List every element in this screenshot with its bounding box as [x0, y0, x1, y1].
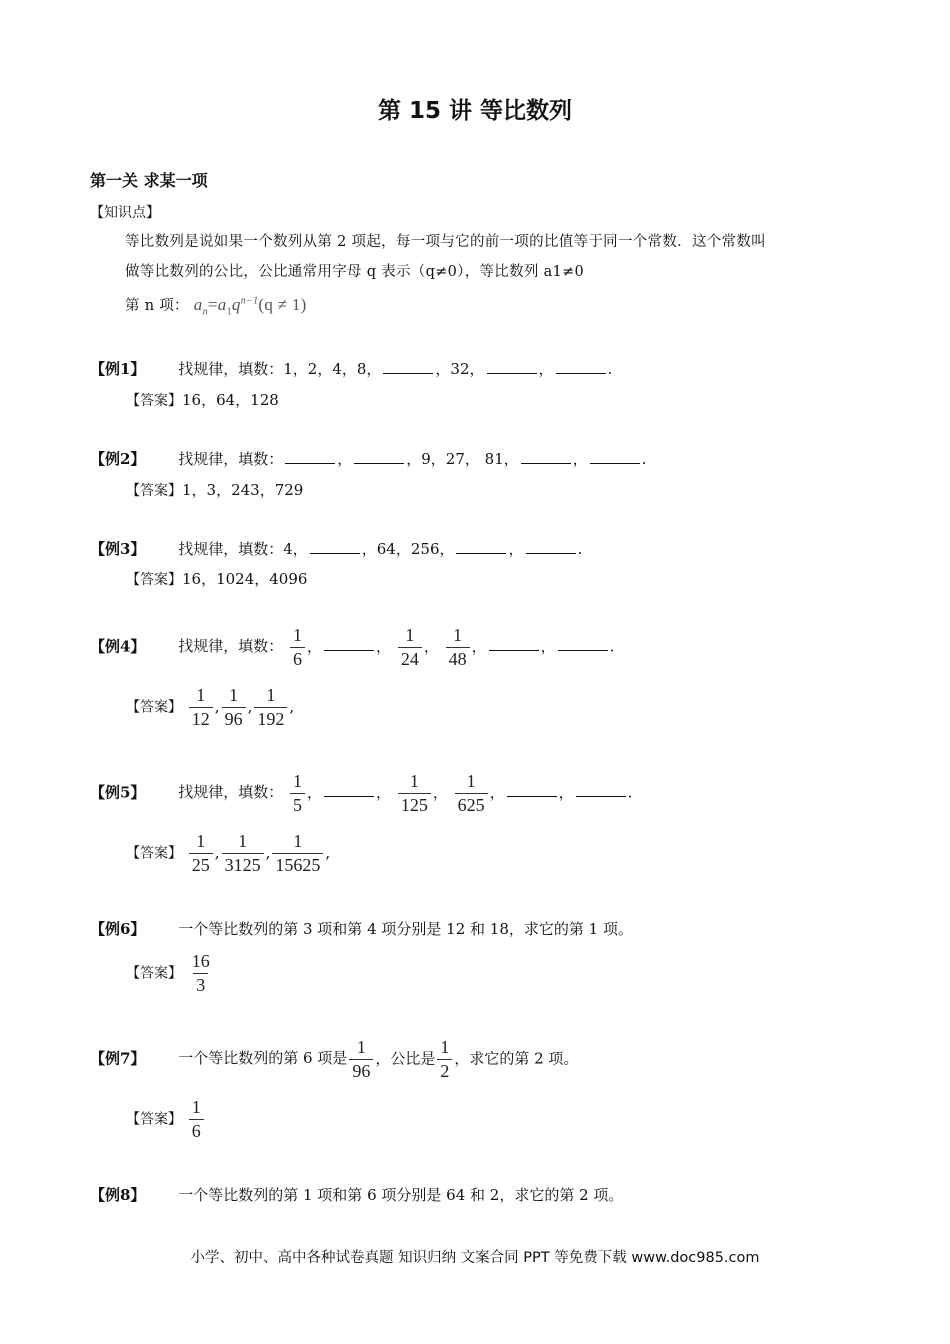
answer-blank [507, 784, 557, 797]
knowledge-line-2: 做等比数列的公比，公比通常用字母 q 表示（q≠0），等比数列 a1≠0 [125, 264, 585, 280]
answer-blank [383, 361, 433, 374]
example-prompt: 找规律，填数： [178, 783, 284, 802]
answer-tag: 【答案】 [126, 699, 182, 716]
answer-blank [310, 541, 360, 554]
answer-value: 1，3，243，729 [182, 481, 304, 499]
answer-4: 【答案】 $\frac{1}{12}$ , $\frac{1}{96}$ , $\frac{1}{192}$ , [126, 685, 295, 729]
answer-tag: 【答案】 [126, 845, 182, 862]
example-label: 【例1】 [90, 360, 146, 378]
answer-value: 16，64，128 [182, 391, 279, 409]
example-label: 【例5】 [90, 783, 146, 802]
example-8 [90, 1184, 623, 1205]
example-prompt: 找规律，填数：4， [178, 540, 308, 558]
fraction: $\frac{1}{24}$ [398, 626, 422, 669]
example-2 [90, 448, 647, 469]
answer-5: 【答案】 $\frac{1}{25}$ , $\frac{1}{3125}$ , $\frac{1}{15625}$ , [126, 831, 331, 875]
example-text: ，32， [435, 360, 485, 378]
answer-tag: 【答案】 [126, 1111, 182, 1128]
fraction: $\frac{1}{96}$ [349, 1038, 373, 1081]
page-footer: 小学、初中、高中各种试卷真题 知识归纳 文案合同 PPT 等免费下载 www.doc985.com [190, 1250, 760, 1266]
example-text: 一个等比数列的第 1 项和第 6 项分别是 64 和 2，求它的第 2 项。 [178, 1186, 624, 1204]
answer-3 [126, 568, 307, 589]
answer-blank [456, 541, 506, 554]
fraction: $\frac{1}{2}$ [437, 1038, 452, 1081]
answer-blank [558, 638, 608, 651]
example-text: . [577, 540, 583, 558]
nth-term-formula: $a_n=a_1q^{n-1}(q \ne 1)$ [193, 295, 307, 318]
example-text: ， [538, 360, 554, 378]
answer-blank [590, 451, 640, 464]
nth-term-label: 第 n 项： [125, 298, 189, 314]
fraction: $\frac{1}{6}$ [189, 1098, 204, 1141]
example-text: . [641, 450, 647, 468]
answer-blank [324, 638, 374, 651]
example-label: 【例2】 [90, 450, 146, 468]
fraction: $\frac{16}{3}$ [191, 951, 210, 995]
example-label: 【例6】 [90, 920, 146, 938]
section-heading: 第一关 求某一项 [90, 171, 208, 190]
answer-blank [521, 451, 571, 464]
example-3 [90, 538, 582, 559]
example-6 [90, 918, 633, 939]
answer-value: 16，1024，4096 [182, 570, 308, 588]
page-title: 第 15 讲 等比数列 [377, 98, 573, 124]
knowledge-line-1: 等比数列是说如果一个数列从第 2 项起，每一项与它的前一项的比值等于同一个常数．这个常数叫 [125, 234, 766, 250]
example-7 [90, 1038, 578, 1081]
example-1 [90, 358, 612, 379]
example-text: . [607, 360, 613, 378]
example-label: 【例4】 [90, 637, 146, 656]
answer-7 [126, 1098, 206, 1141]
example-4: 【例4】 找规律，填数： $\frac{1}{6}$ ， ， $\frac{1}{24}$ ， $\frac{1}{48}$ ， ， . [90, 625, 615, 669]
example-text: 一个等比数列的第 3 项和第 4 项分别是 12 和 18，求它的第 1 项。 [178, 920, 633, 938]
fraction: $\frac{1}{625}$ [455, 772, 488, 815]
fraction: $\frac{1}{6}$ [290, 626, 305, 669]
answer-blank [324, 784, 374, 797]
answer-tag: 【答案】 [126, 965, 182, 982]
knowledge-tag: 【知识点】 [90, 205, 160, 221]
nth-term-row [125, 294, 307, 317]
answer-1 [126, 389, 279, 410]
example-text: ， [572, 450, 588, 468]
answer-blank [489, 638, 539, 651]
example-5: 【例5】 找规律，填数： $\frac{1}{5}$ ， ， $\frac{1}{125}$ ， $\frac{1}{625}$ ， ， . [90, 771, 633, 815]
fraction: $\frac{1}{5}$ [290, 772, 305, 815]
example-text: 一个等比数列的第 6 项是 [178, 1049, 348, 1068]
example-text: ， [337, 450, 353, 468]
fraction: $\frac{1}{12}$ [189, 686, 213, 729]
fraction: $\frac{1}{48}$ [446, 626, 470, 669]
example-text: ，求它的第 2 项。 [454, 1049, 579, 1068]
example-text: ，64，256， [361, 540, 455, 558]
example-prompt: 找规律，填数： [178, 450, 284, 468]
example-label: 【例8】 [90, 1186, 146, 1204]
answer-blank [556, 361, 606, 374]
example-text: ， [508, 540, 524, 558]
fraction: $\frac{1}{25}$ [189, 832, 213, 875]
fraction: $\frac{1}{125}$ [398, 772, 431, 815]
answer-tag: 【答案】 [126, 572, 182, 588]
example-text: ，9，27， 81， [406, 450, 519, 468]
example-prompt: 找规律，填数： [178, 637, 284, 656]
fraction: $\frac{1}{15625}$ [272, 832, 323, 875]
fraction: $\frac{1}{3125}$ [222, 832, 264, 875]
answer-2 [126, 479, 303, 500]
answer-blank [487, 361, 537, 374]
example-label: 【例7】 [90, 1049, 146, 1068]
answer-blank [576, 784, 626, 797]
answer-6 [126, 952, 215, 995]
answer-tag: 【答案】 [126, 393, 182, 409]
fraction: $\frac{1}{96}$ [222, 686, 246, 729]
example-text: ，公比是 [375, 1049, 436, 1068]
answer-blank [285, 451, 335, 464]
example-label: 【例3】 [90, 540, 146, 558]
fraction: $\frac{1}{192}$ [254, 686, 287, 729]
example-text: 1，2，4，8， [283, 360, 382, 378]
example-prompt: 找规律，填数： [178, 360, 284, 378]
answer-tag: 【答案】 [126, 483, 182, 499]
answer-blank [526, 541, 576, 554]
answer-blank [354, 451, 404, 464]
